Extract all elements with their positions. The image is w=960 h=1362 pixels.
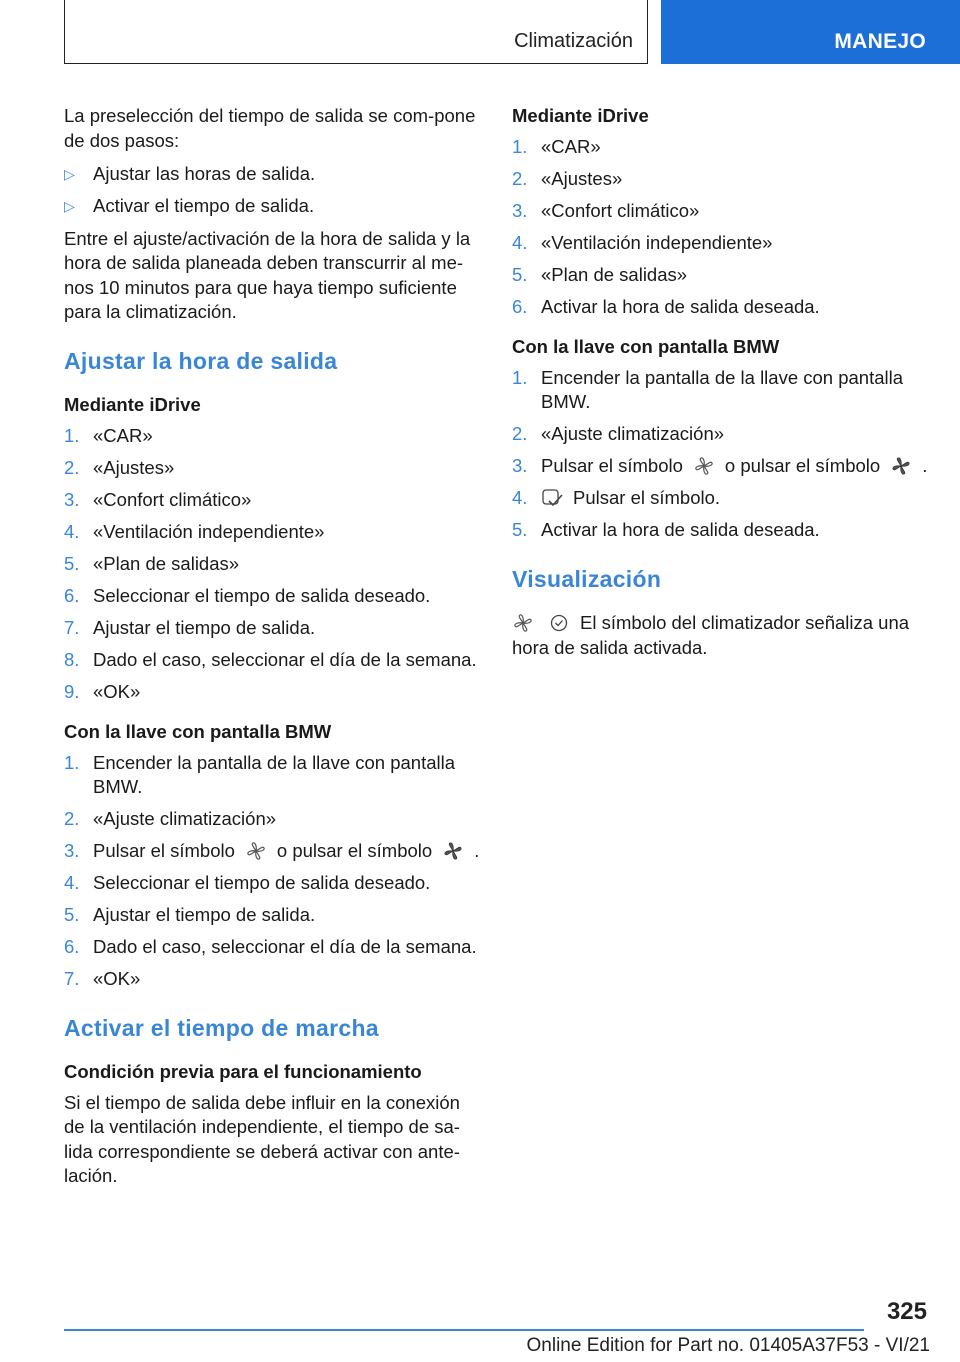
- step-number: 1.: [64, 751, 80, 773]
- step-number: 2.: [512, 167, 528, 189]
- list-item: [64, 456, 484, 481]
- step-number: 1.: [512, 366, 528, 388]
- triangle-bullet-icon: ▷: [64, 166, 75, 182]
- section-heading: Activar el tiempo de marcha: [64, 1014, 379, 1041]
- list-item: [512, 135, 932, 160]
- list-item: [64, 648, 484, 673]
- step-text: o pulsar el símbolo: [724, 455, 881, 476]
- step-number: 5.: [512, 263, 528, 285]
- section-tab-label: MANEJO: [834, 30, 926, 53]
- page-number: 325: [886, 1298, 927, 1325]
- step-number: 1.: [512, 135, 528, 157]
- list-item: [512, 454, 932, 479]
- subsection-title: Con la llave con pantalla BMW: [64, 721, 332, 742]
- subsection-title: Condición previa para el funcionamiento: [64, 1061, 422, 1082]
- step-number: 2.: [64, 808, 80, 829]
- step-text: Pulsar el símbolo: [93, 840, 235, 861]
- list-item: [64, 194, 484, 219]
- step-number: 5.: [64, 552, 80, 574]
- key-steps: [64, 751, 484, 992]
- list-item: [64, 935, 484, 960]
- subsection-title: Con la llave con pantalla BMW: [512, 336, 780, 357]
- list-item: [512, 263, 932, 288]
- step-text: Dado el caso, seleccionar el día de la semana.: [93, 936, 477, 957]
- steps-list: [64, 162, 484, 219]
- step-text: Pulsar el símbolo: [541, 455, 683, 476]
- step-text: «Plan de salidas»: [93, 552, 240, 574]
- step-text: Activar la hora de salida deseada.: [541, 519, 820, 540]
- list-item: [512, 231, 932, 256]
- list-item: [512, 518, 932, 543]
- left-column: [64, 104, 484, 1198]
- step-number: 3.: [64, 488, 80, 510]
- step-number: 8.: [64, 648, 80, 670]
- footer-divider: [64, 1329, 864, 1331]
- body-text: Si el tiempo de salida debe influir en la conexión de la ventilación independiente, el tiempo de sa-lida correspondiente se deberá activar con ante-lación.: [64, 1091, 460, 1186]
- list-item: [64, 162, 484, 187]
- list-item: [64, 584, 484, 609]
- step-text: «Ventilación independiente»: [93, 520, 325, 542]
- section-heading: Visualización: [512, 565, 662, 592]
- step-number: 3.: [512, 455, 528, 476]
- step-text: Activar la hora de salida deseada.: [541, 295, 820, 317]
- list-item: [512, 167, 932, 192]
- step-number: 4.: [512, 487, 528, 508]
- note-text: Entre el ajuste/activación de la hora de salida y la hora de salida planeada deben transcurrir al me-nos 10 minutos para que haya tiempo suficiente para la climatización.: [64, 227, 471, 322]
- step-text: Pulsar el símbolo.: [573, 487, 721, 508]
- step-number: 3.: [64, 840, 80, 861]
- idrive-steps: [64, 424, 484, 705]
- step-text: Seleccionar el tiempo de salida deseado.: [93, 872, 431, 893]
- list-item: [64, 807, 484, 832]
- step-number: 6.: [64, 584, 80, 606]
- display-text: El símbolo del climatizador señaliza una hora de salida activada.: [512, 612, 910, 658]
- step-text: Ajustar el tiempo de salida.: [93, 904, 316, 925]
- list-item: [512, 366, 932, 415]
- body-text: [512, 611, 932, 660]
- step-text: «Confort climático»: [541, 199, 700, 221]
- list-item: [64, 424, 484, 449]
- step-text: «CAR»: [93, 424, 153, 446]
- step-number: 2.: [64, 456, 80, 478]
- subsection-title: Mediante iDrive: [64, 394, 201, 415]
- fan-active-icon: [890, 457, 912, 475]
- key-steps: [512, 366, 932, 543]
- step-number: 7.: [64, 616, 80, 638]
- step-text: «OK»: [93, 968, 141, 989]
- list-item: [512, 486, 932, 511]
- list-item: [64, 680, 484, 705]
- triangle-bullet-icon: ▷: [64, 198, 75, 214]
- step-text: «OK»: [93, 680, 141, 702]
- step-number: 7.: [64, 968, 80, 989]
- list-item: [64, 903, 484, 928]
- list-item: [64, 751, 484, 800]
- section-heading: Ajustar la hora de salida: [64, 347, 338, 374]
- step-number: 5.: [512, 519, 528, 540]
- list-item-text: Ajustar las horas de salida.: [93, 163, 316, 184]
- list-item: [64, 839, 484, 864]
- list-item: [512, 295, 932, 320]
- step-number: 3.: [512, 199, 528, 221]
- check-icon: [541, 489, 563, 507]
- section-tab[interactable]: [661, 0, 960, 64]
- step-text: «Plan de salidas»: [541, 263, 688, 285]
- step-text: «Ajustes»: [93, 456, 175, 478]
- step-text: «Ajuste climatización»: [541, 423, 725, 444]
- fan-icon: [245, 842, 267, 860]
- step-number: 6.: [64, 936, 80, 957]
- step-text: Ajustar el tiempo de salida.: [93, 616, 316, 638]
- step-text: «Confort climático»: [93, 488, 252, 510]
- list-item: [64, 488, 484, 513]
- fan-active-icon: [442, 842, 464, 860]
- step-number: 4.: [64, 872, 80, 893]
- list-item: [64, 520, 484, 545]
- list-item-text: Activar el tiempo de salida.: [93, 195, 315, 216]
- step-text: Dado el caso, seleccionar el día de la semana.: [93, 648, 477, 670]
- header-title-box: [64, 0, 648, 64]
- step-number: 4.: [512, 231, 528, 253]
- list-item: [64, 967, 484, 992]
- list-item: [64, 871, 484, 896]
- list-item: [512, 199, 932, 224]
- header-title: Climatización: [514, 30, 633, 52]
- step-number: 6.: [512, 295, 528, 317]
- edition-footer: Online Edition for Part no. 01405A37F53 - VI/21: [526, 1335, 930, 1356]
- right-column: [512, 104, 932, 669]
- step-text: «Ajustes»: [541, 167, 623, 189]
- fan-icon: [693, 457, 715, 475]
- fan-icon: [512, 614, 534, 632]
- step-text: o pulsar el símbolo: [276, 840, 433, 861]
- step-text: .: [922, 455, 928, 476]
- step-text: Encender la pantalla de la llave con pantalla BMW.: [541, 366, 904, 412]
- list-item: [512, 422, 932, 447]
- step-number: 9.: [64, 680, 80, 702]
- step-number: 4.: [64, 520, 80, 542]
- list-item: [64, 616, 484, 641]
- step-number: 5.: [64, 904, 80, 925]
- step-text: Seleccionar el tiempo de salida deseado.: [93, 584, 431, 606]
- intro-text: La preselección del tiempo de salida se com-pone de dos pasos:: [64, 105, 476, 151]
- step-number: 2.: [512, 423, 528, 444]
- step-text: .: [474, 840, 480, 861]
- step-text: «CAR»: [541, 135, 601, 157]
- idrive-steps: [512, 135, 932, 320]
- step-text: «Ventilación independiente»: [541, 231, 773, 253]
- step-text: Encender la pantalla de la llave con pantalla BMW.: [93, 751, 456, 797]
- subsection-title: Mediante iDrive: [512, 105, 649, 126]
- step-number: 1.: [64, 424, 80, 446]
- clock-check-icon: [548, 614, 570, 632]
- list-item: [64, 552, 484, 577]
- step-text: «Ajuste climatización»: [93, 808, 277, 829]
